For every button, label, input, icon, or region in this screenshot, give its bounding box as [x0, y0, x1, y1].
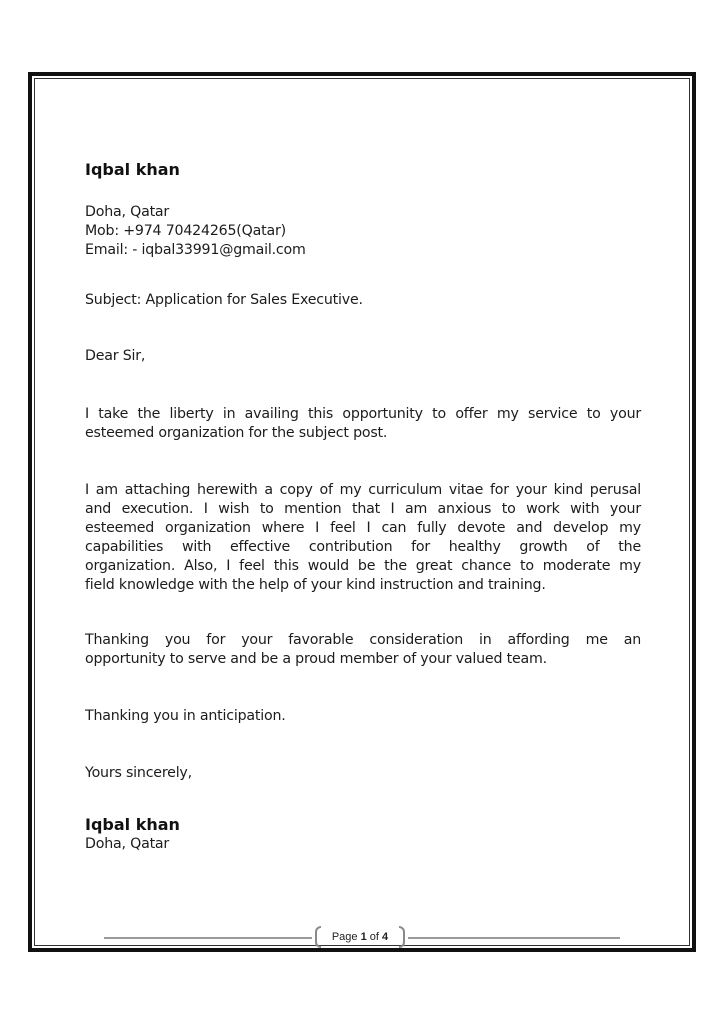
paragraph-3 [85, 631, 641, 669]
paragraph-line: field knowledge with the help of your kind instruction and training. [85, 577, 546, 593]
paragraph-line: I am attaching herewith a copy of my curriculum vitae for your kind perusal [85, 482, 641, 498]
page-label: Page [331, 931, 358, 943]
right-bracket-icon [399, 926, 405, 948]
page-number-marker [312, 925, 408, 951]
closing-line: Thanking you in anticipation. [85, 708, 286, 724]
paragraph-2 [85, 481, 641, 595]
sender-mobile: Mob: +974 70424265(Qatar) [85, 223, 286, 239]
subject-line: Subject: Application for Sales Executive. [85, 292, 363, 308]
sender-contact [85, 203, 641, 260]
page-footer [104, 925, 620, 951]
paragraph-1 [85, 405, 641, 443]
paragraph-line: capabilities with effective contribution for healthy growth of the [85, 539, 641, 555]
signature-name: Iqbal khan [85, 815, 180, 834]
paragraph-line: esteemed organization where I feel I can fully devote and develop my [85, 520, 641, 536]
sender-name: Iqbal khan [85, 160, 180, 179]
sender-email: Email: - iqbal33991@gmail.com [85, 242, 306, 258]
valediction: Yours sincerely, [85, 765, 192, 781]
paragraph-line: organization. Also, I feel this would be the great chance to moderate my [85, 558, 641, 574]
page-of: of [369, 931, 379, 943]
paragraph-line: Thanking you for your favorable consideration in affording me an [85, 632, 641, 648]
page-current: 1 [360, 931, 367, 943]
salutation: Dear Sir, [85, 348, 146, 364]
paragraph-line: esteemed organization for the subject post. [85, 425, 388, 441]
paragraph-line: I take the liberty in availing this opportunity to offer my service to your [85, 406, 641, 422]
page-total: 4 [382, 931, 389, 943]
paragraph-line: and execution. I wish to mention that I am anxious to work with your [85, 501, 641, 517]
sender-city: Doha, Qatar [85, 204, 170, 220]
footer-rule-left [104, 937, 312, 939]
footer-rule-right [408, 937, 620, 939]
paragraph-line: opportunity to serve and be a proud member of your valued team. [85, 651, 547, 667]
left-bracket-icon [315, 926, 321, 948]
signature-city: Doha, Qatar [85, 836, 170, 852]
